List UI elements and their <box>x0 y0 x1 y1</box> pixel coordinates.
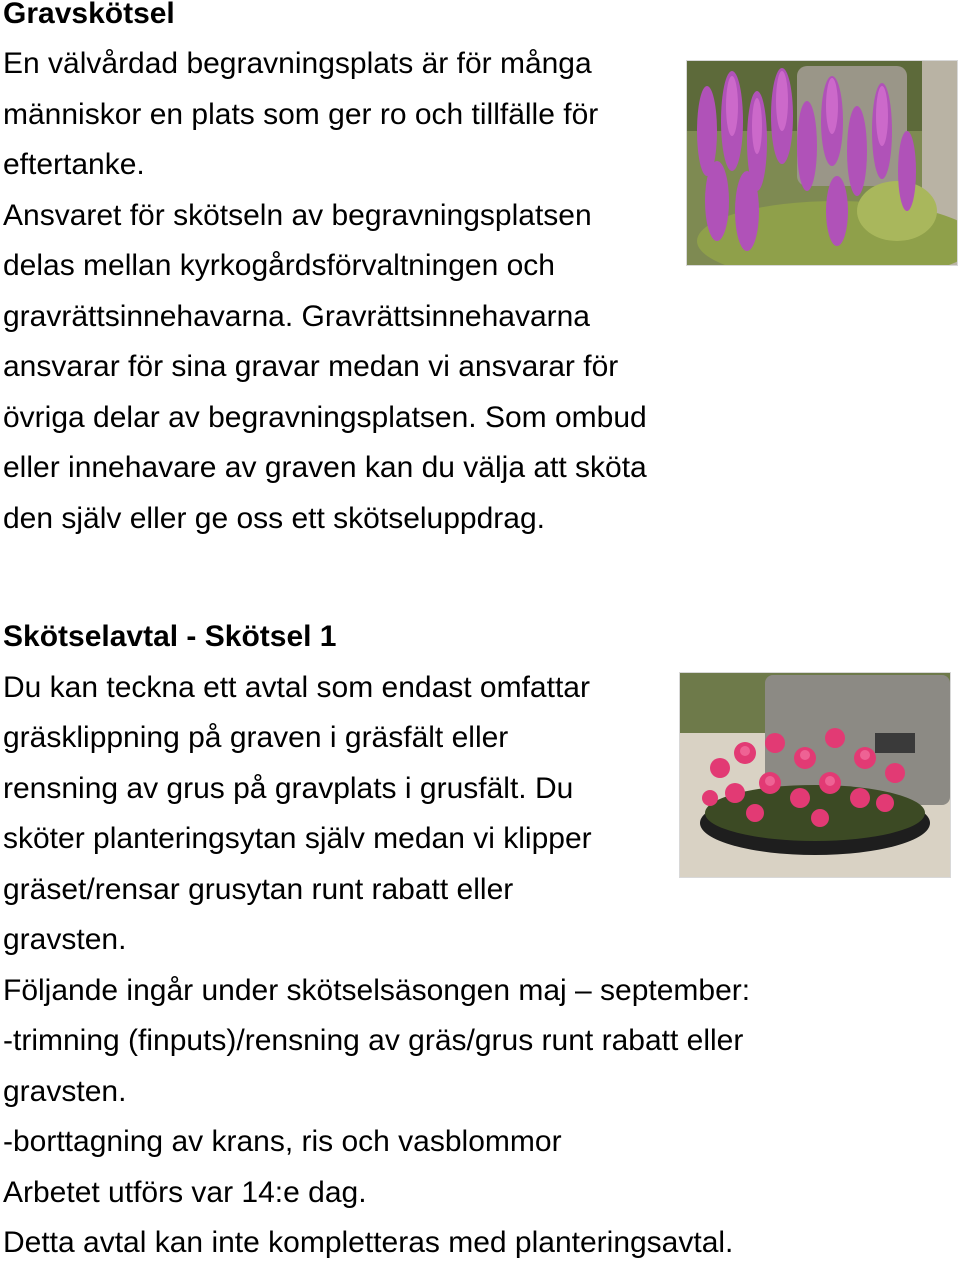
paragraph-line: Följande ingår under skötselsäsongen maj – september: <box>3 974 751 1007</box>
photo-begonia-grave <box>679 672 951 878</box>
paragraph-line: gräsklippning på graven i gräsfält eller <box>3 721 509 754</box>
paragraph-line: gravsten. <box>3 1075 127 1108</box>
paragraph-line: gravsten. <box>3 923 127 956</box>
paragraph-line: övriga delar av begravningsplatsen. Som ombud <box>3 401 647 434</box>
heading-skotselavtal: Skötselavtal - Skötsel 1 <box>3 620 337 653</box>
paragraph-line: Detta avtal kan inte kompletteras med planteringsavtal. <box>3 1226 734 1259</box>
paragraph-line: sköter planteringsytan själv medan vi klipper <box>3 822 592 855</box>
paragraph-line: människor en plats som ger ro och tillfälle för <box>3 98 599 131</box>
paragraph-line: -trimning (finputs)/rensning av gräs/grus runt rabatt eller <box>3 1024 744 1057</box>
paragraph-line: eftertanke. <box>3 148 145 181</box>
paragraph-line: Du kan teckna ett avtal som endast omfattar <box>3 671 590 704</box>
paragraph-line: -borttagning av krans, ris och vasblommor <box>3 1125 562 1158</box>
paragraph-line: Arbetet utförs var 14:e dag. <box>3 1176 367 1209</box>
paragraph-line: den själv eller ge oss ett skötseluppdrag. <box>3 502 545 535</box>
paragraph-line: En välvårdad begravningsplats är för många <box>3 47 592 80</box>
paragraph-line: gräset/rensar grusytan runt rabatt eller <box>3 873 514 906</box>
paragraph-line: Ansvaret för skötseln av begravningsplatsen <box>3 199 592 232</box>
heading-gravskotsel: Gravskötsel <box>3 0 175 30</box>
photo-astilbe-grave <box>686 60 958 266</box>
paragraph-line: eller innehavare av graven kan du välja att sköta <box>3 451 647 484</box>
paragraph-line: rensning av grus på gravplats i grusfält. Du <box>3 772 574 805</box>
paragraph-line: gravrättsinnehavarna. Gravrättsinnehavarna <box>3 300 590 333</box>
paragraph-line: ansvarar för sina gravar medan vi ansvarar för <box>3 350 619 383</box>
paragraph-line: delas mellan kyrkogårdsförvaltningen och <box>3 249 555 282</box>
